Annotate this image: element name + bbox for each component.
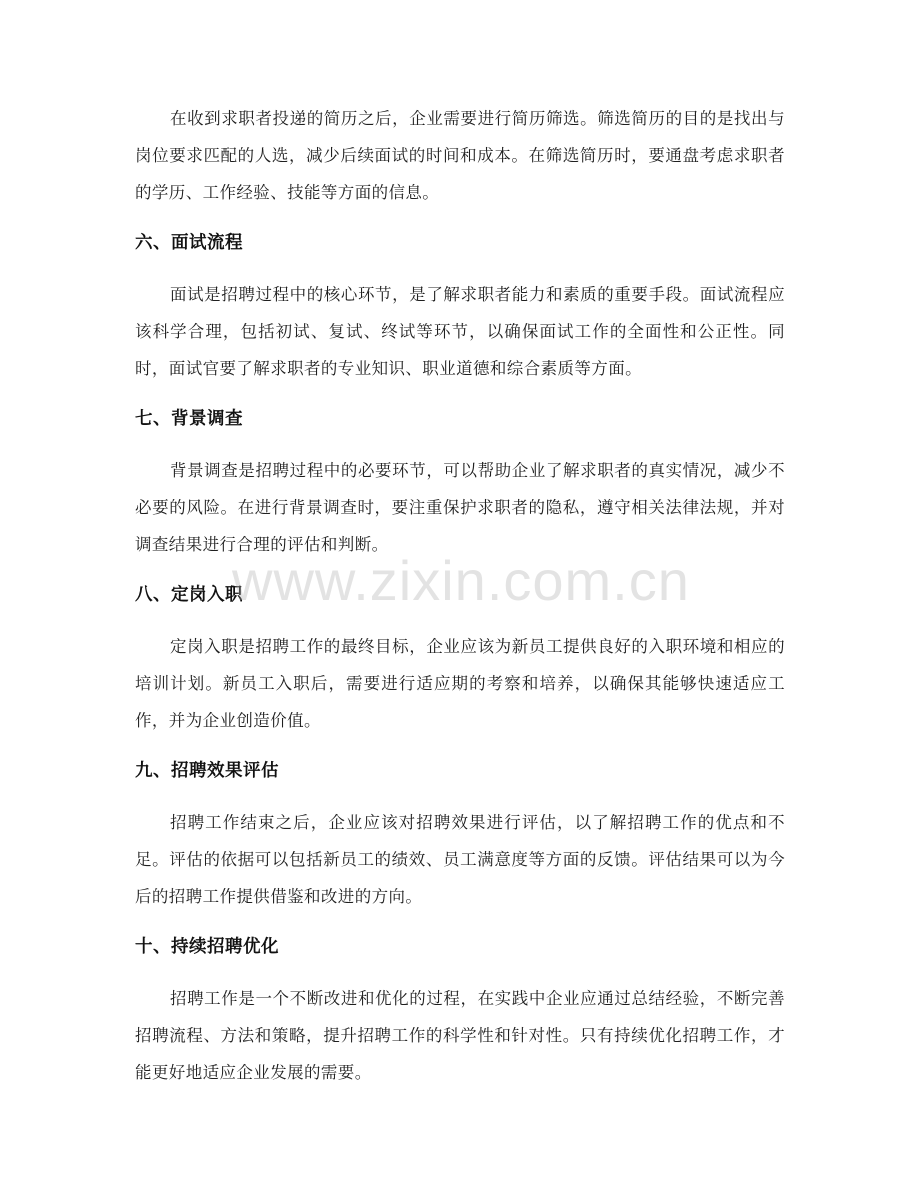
section-paragraph: 招聘工作是一个不断改进和优化的过程，在实践中企业应通过总结经验，不断完善招聘流程、方法和策略，提升招聘工作的科学性和针对性。只有持续优化招聘工作，才能更好地适应企业发展的需要。 [135,989,785,1082]
section-onboarding [135,583,785,739]
section-paragraph: 背景调查是招聘过程中的必要环节，可以帮助企业了解求职者的真实情况，减少不必要的风险。在进行背景调查时，要注重保护求职者的隐私，遵守相关法律法规，并对调查结果进行合理的评估和判断。 [135,461,785,554]
section-heading: 六、面试流程 [135,233,243,253]
section-background-check [135,407,785,563]
section-interview-process [135,231,785,387]
section-paragraph: 面试是招聘过程中的核心环节，是了解求职者能力和素质的重要手段。面试流程应该科学合理，包括初试、复试、终试等环节，以确保面试工作的全面性和公正性。同时，面试官要了解求职者的专业知识、职业道德和综合素质等方面。 [135,285,785,378]
intro-paragraph: 在收到求职者投递的简历之后，企业需要进行简历筛选。筛选简历的目的是找出与岗位要求匹配的人选，减少后续面试的时间和成本。在筛选简历时，要通盘考虑求职者的学历、工作经验、技能等方面的信息。 [135,109,785,202]
section-continuous-optimization [135,935,785,1091]
section-heading: 十、持续招聘优化 [135,937,279,957]
section-heading: 九、招聘效果评估 [135,761,279,781]
document-content [135,100,785,1091]
section-heading: 七、背景调查 [135,409,243,429]
section-heading: 八、定岗入职 [135,585,243,605]
section-paragraph: 招聘工作结束之后，企业应该对招聘效果进行评估，以了解招聘工作的优点和不足。评估的依据可以包括新员工的绩效、员工满意度等方面的反馈。评估结果可以为今后的招聘工作提供借鉴和改进的方向。 [135,813,785,906]
section-paragraph: 定岗入职是招聘工作的最终目标，企业应该为新员工提供良好的入职环境和相应的培训计划。新员工入职后，需要进行适应期的考察和培养，以确保其能够快速适应工作，并为企业创造价值。 [135,637,785,730]
watermark: www.zixin.com.cn [232,549,690,612]
section-recruitment-evaluation [135,759,785,915]
